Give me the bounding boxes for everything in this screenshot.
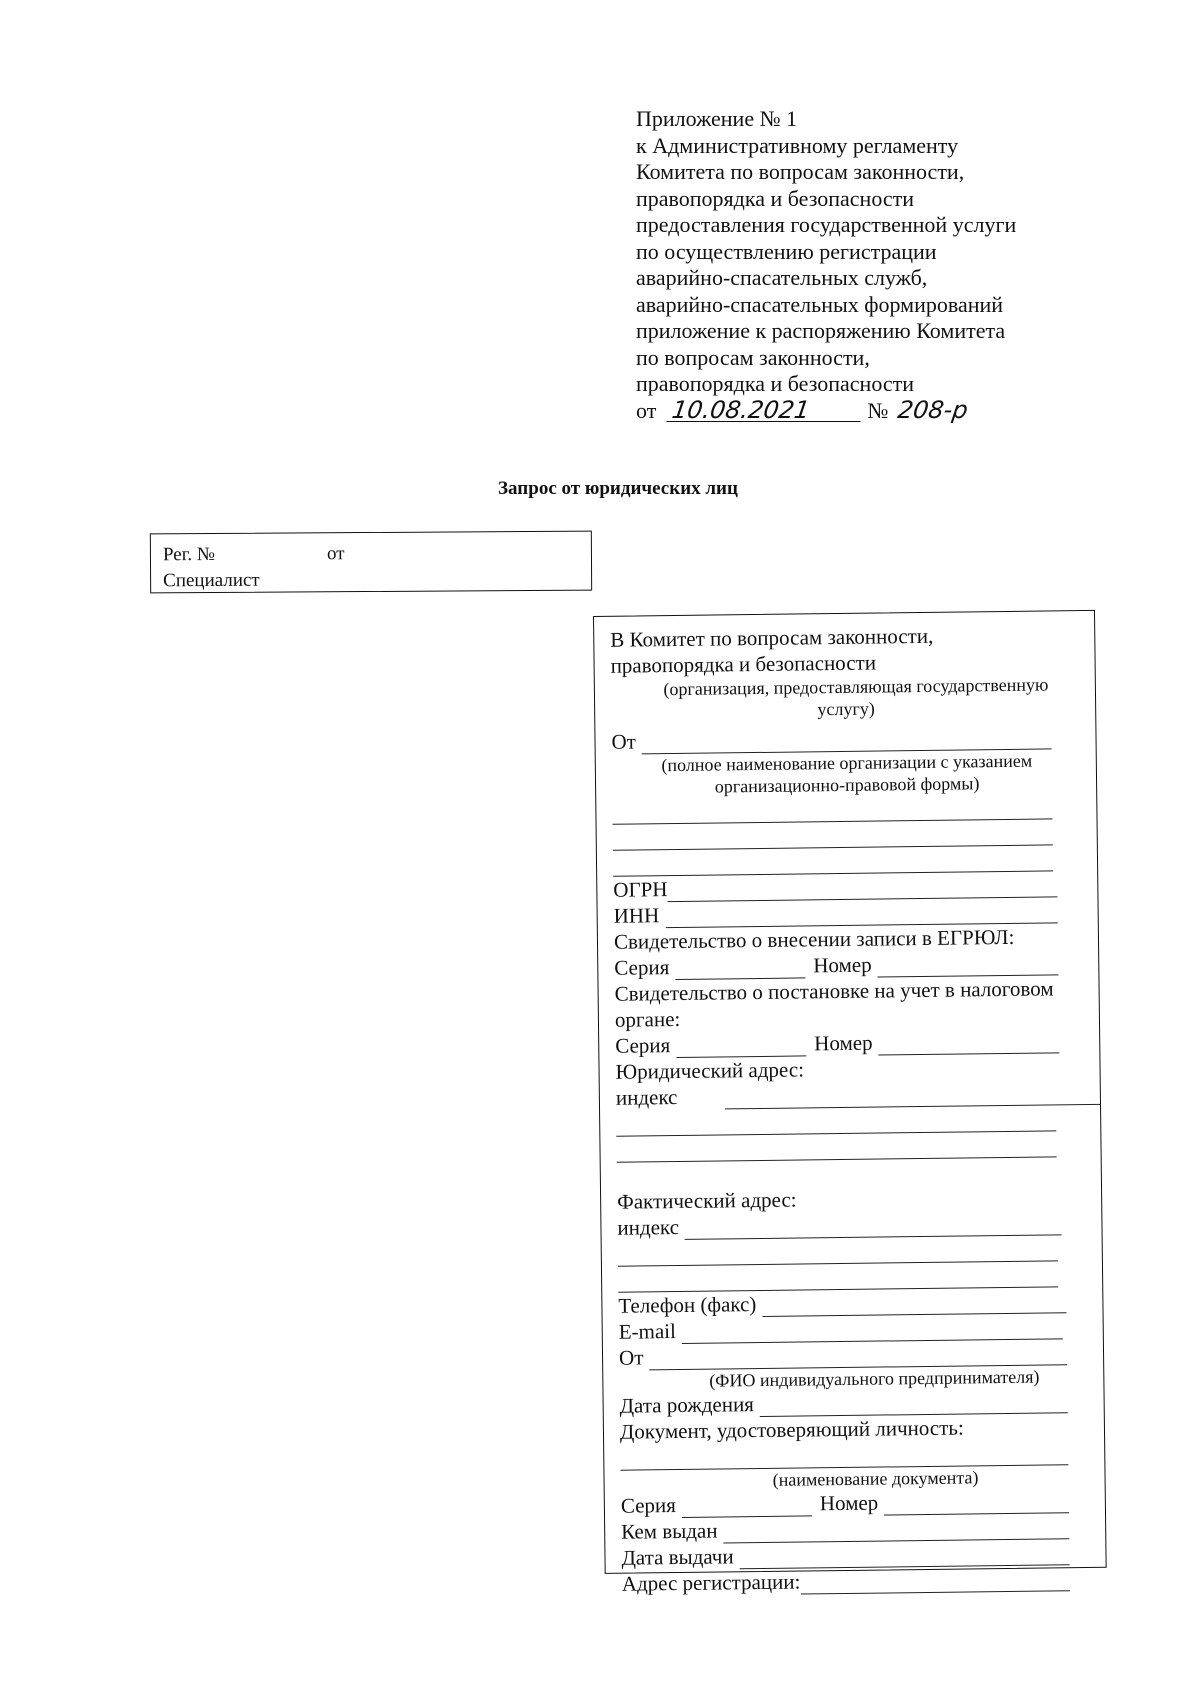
reg-address-field[interactable] [800, 1572, 1070, 1594]
request-form [593, 610, 1107, 1596]
issue-date-label: Дата выдачи [621, 1544, 734, 1570]
email-label: E-mail [618, 1319, 677, 1344]
tax-registration-label: Свидетельство о постановке на учет в налоговом [614, 976, 1054, 1006]
order-date-number-line [636, 395, 1076, 425]
header-line: к Административному регламенту [636, 132, 959, 158]
series-label: Серия [614, 955, 670, 980]
specialist-label: Специалист [163, 569, 260, 592]
header-line: аварийно-спасательных служб, [636, 265, 928, 290]
series-label: Серия [615, 1033, 671, 1058]
tax-series-field[interactable] [676, 1037, 806, 1058]
reg-address-row [622, 1565, 1092, 1597]
handwritten-date: 10.08.2021 [666, 399, 863, 422]
from-label: От [611, 729, 637, 754]
header-line: Комитета по вопросам законности, [636, 159, 965, 184]
phone-field[interactable] [762, 1294, 1066, 1317]
egrul-number-field[interactable] [878, 956, 1059, 977]
header-line: предоставления государственной услуги [636, 212, 1017, 237]
egrul-series-field[interactable] [675, 959, 805, 980]
inn-label: ИНН [613, 903, 660, 928]
series-label: Серия [620, 1493, 676, 1518]
number-label: Номер [814, 1030, 873, 1056]
index-label: индекс [617, 1214, 680, 1240]
egrul-label: Свидетельство о внесении записи в ЕГРЮЛ: [613, 924, 1015, 954]
issue-date-field[interactable] [740, 1546, 1070, 1569]
number-label: Номер [819, 1490, 879, 1516]
header-line: приложение к распоряжению Комитета [636, 318, 1006, 343]
handwritten-number: 208-р [895, 395, 970, 424]
addressee-hint: (организация, предоставляющая государственную [663, 674, 1049, 700]
appendix-header [636, 106, 1076, 424]
number-prefix: № [867, 397, 889, 423]
from-ip-label: От [618, 1345, 644, 1370]
issued-by-label: Кем выдан [621, 1518, 718, 1544]
ogrn-label: ОГРН [613, 877, 668, 902]
header-line: Приложение № 1 [636, 106, 798, 131]
doc-series-field[interactable] [682, 1497, 812, 1518]
header-line: по осуществлению регистрации [636, 238, 937, 264]
id-document-hint: (наименование документа) [772, 1467, 979, 1490]
header-line: правопорядка и безопасности [636, 185, 915, 211]
birth-date-field[interactable] [760, 1394, 1068, 1417]
addressee-line: правопорядка и безопасности [610, 650, 877, 678]
addressee-line: В Комитет по вопросам законности, [610, 623, 934, 652]
date-prefix: от [636, 397, 657, 423]
reg-address-label: Адрес регистрации: [621, 1569, 801, 1596]
birth-date-label: Дата рождения [619, 1392, 755, 1418]
header-line: по вопросам законности, [636, 344, 870, 370]
number-label: Номер [813, 952, 872, 978]
org-name-hint: организационно-правовой формы) [714, 773, 980, 797]
reg-number-label: Рег. № [162, 543, 216, 566]
header-line: правопорядка и безопасности [636, 371, 915, 396]
ip-name-hint: (ФИО индивидуального предпринимателя) [709, 1366, 1040, 1391]
tax-registration-label: органе: [614, 1006, 681, 1032]
actual-address-label: Фактический адрес: [617, 1187, 797, 1214]
registration-box [150, 531, 592, 594]
header-line: аварийно-спасательных формирований [636, 291, 1004, 317]
doc-number-field[interactable] [884, 1494, 1069, 1515]
tax-number-field[interactable] [879, 1034, 1060, 1055]
reg-date-label: от [326, 543, 345, 565]
addressee-hint: услугу) [817, 698, 875, 720]
document-title: Запрос от юридических лиц [498, 478, 738, 499]
phone-label: Телефон (факс) [618, 1292, 757, 1318]
index-label: индекс [615, 1085, 678, 1110]
id-document-label: Документ, удостоверяющий личность: [619, 1415, 964, 1444]
legal-address-label: Юридический адрес: [615, 1057, 805, 1084]
org-name-hint: (полное наименование организации с указанием [661, 750, 1033, 776]
